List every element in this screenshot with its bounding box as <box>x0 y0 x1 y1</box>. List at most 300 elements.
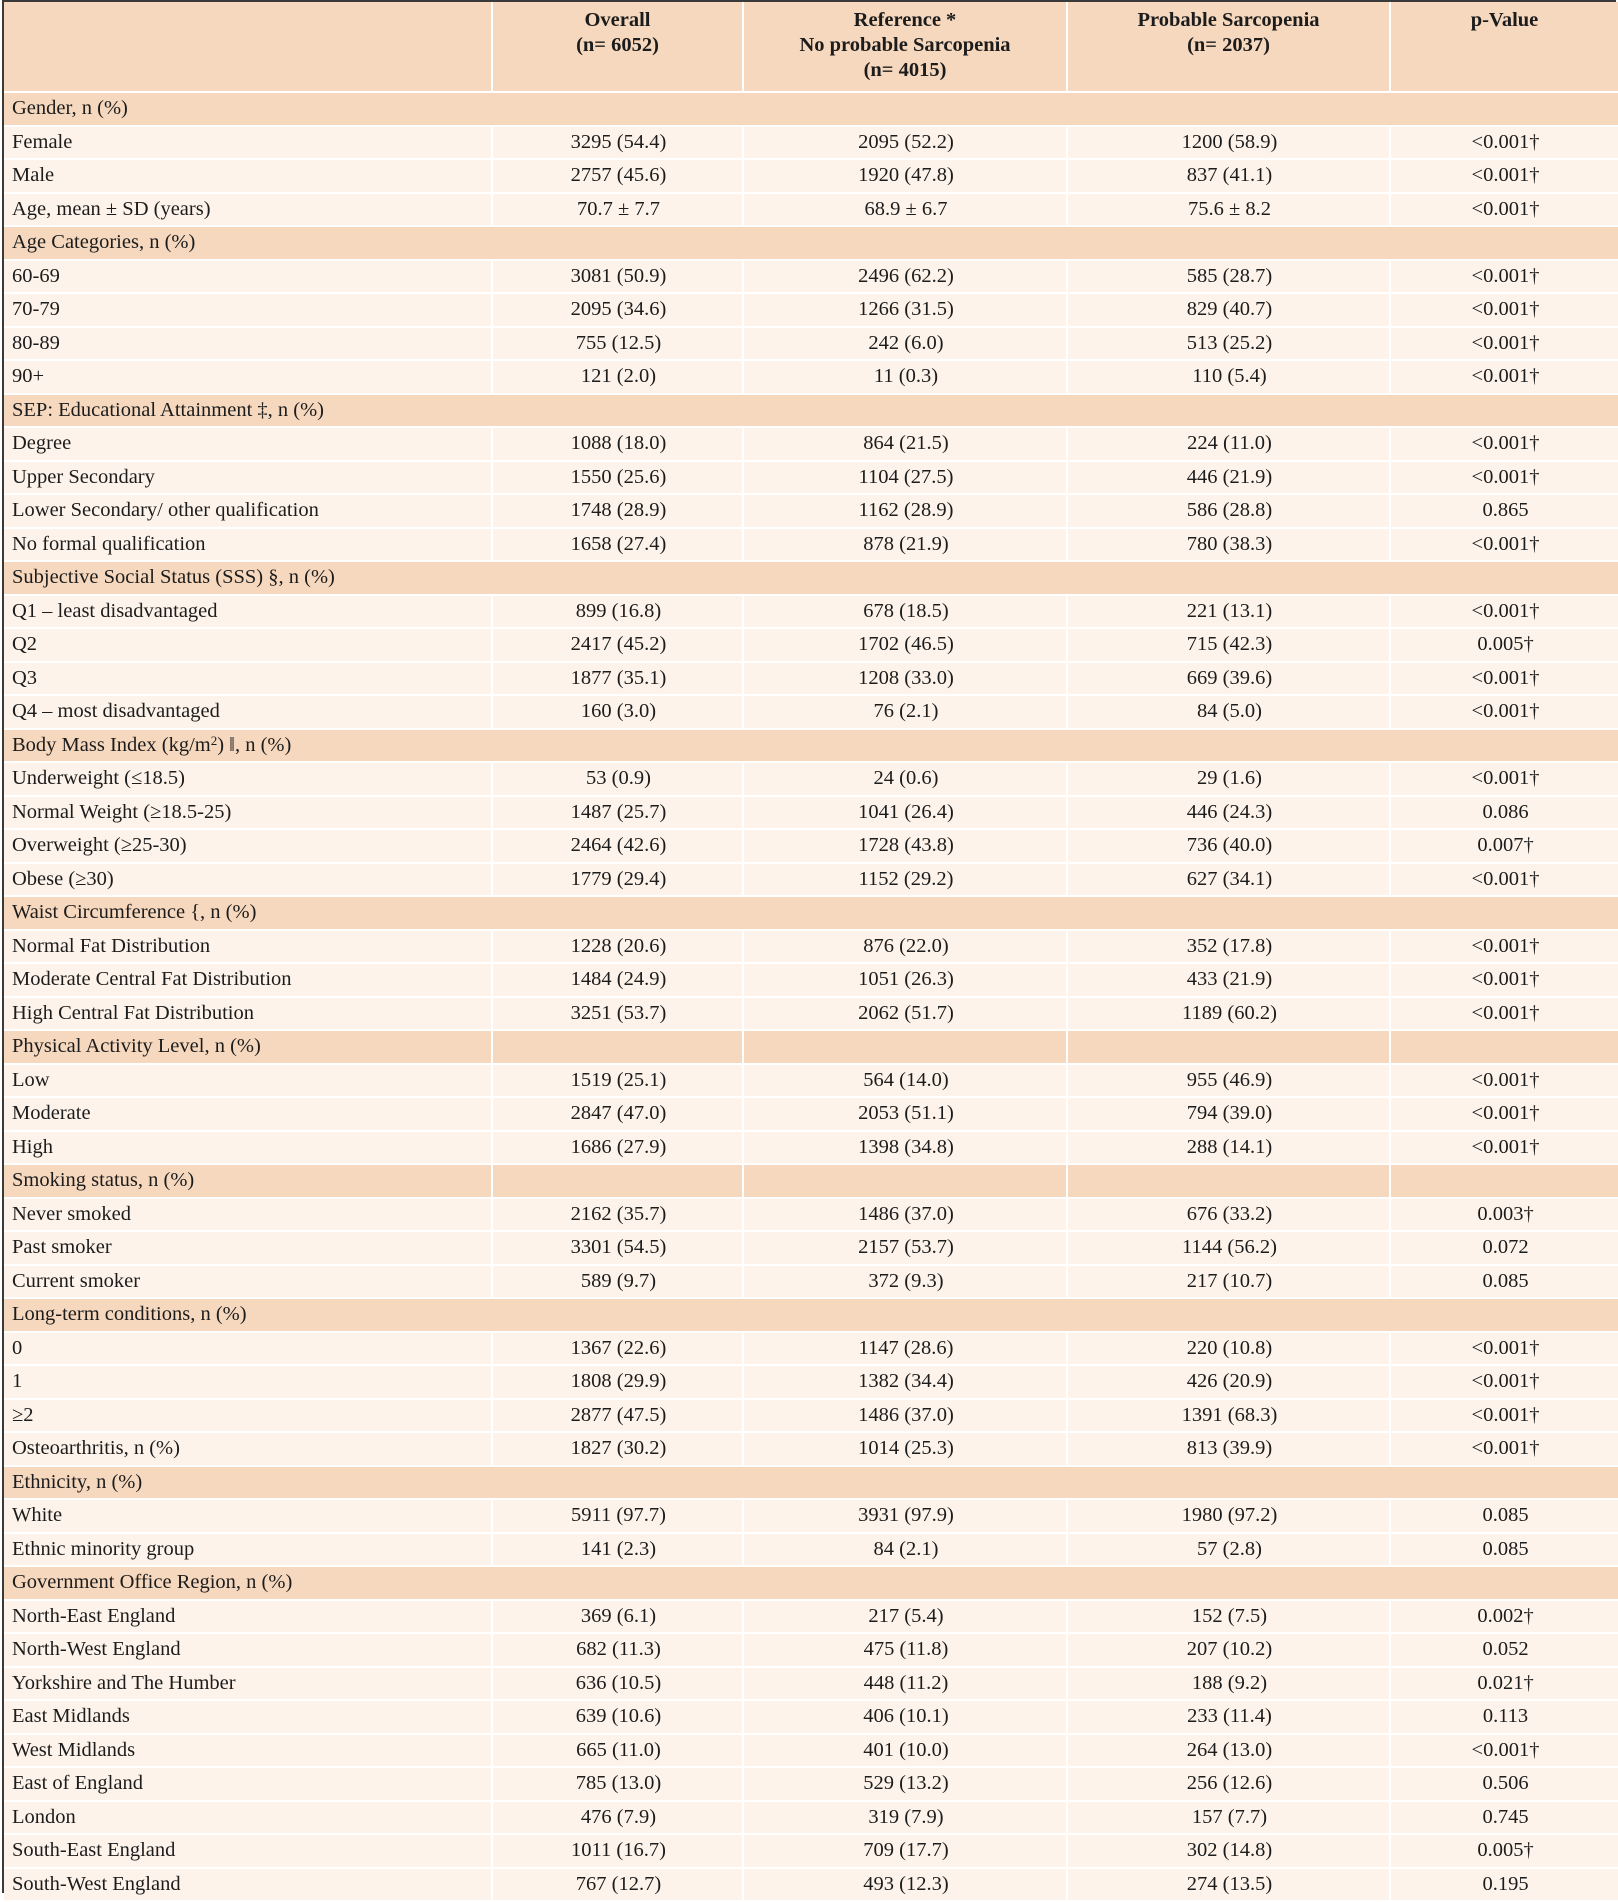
reference-value: 864 (21.5) <box>743 427 1067 461</box>
reference-value: 475 (11.8) <box>743 1633 1067 1667</box>
p-value: 0.085 <box>1390 1499 1618 1533</box>
row-label: London <box>4 1801 492 1835</box>
section-header-row <box>4 896 1618 930</box>
sarcopenia-value: 780 (38.3) <box>1067 528 1390 562</box>
row-label: Normal Weight (≥18.5-25) <box>4 796 492 830</box>
section-label <box>4 1030 492 1064</box>
section-label-text: Subjective Social Status (SSS) §, n (%) <box>12 566 335 589</box>
section-empty-cell <box>1067 1164 1390 1198</box>
section-empty-cell <box>743 1030 1067 1064</box>
p-value: 0.052 <box>1390 1633 1618 1667</box>
reference-value: 876 (22.0) <box>743 930 1067 964</box>
characteristics-table-container <box>2 0 1616 1893</box>
section-label-text: Waist Circumference {, n (%) <box>12 901 257 924</box>
row-label: Overweight (≥25-30) <box>4 829 492 863</box>
characteristics-table <box>4 2 1618 1902</box>
p-value: 0.007† <box>1390 829 1618 863</box>
table-row <box>4 695 1618 729</box>
section-fill <box>492 92 1618 126</box>
table-row <box>4 193 1618 227</box>
row-label: West Midlands <box>4 1734 492 1768</box>
p-value: <0.001† <box>1390 595 1618 629</box>
overall-value: 160 (3.0) <box>492 695 743 729</box>
table-row <box>4 159 1618 193</box>
overall-value: 141 (2.3) <box>492 1533 743 1567</box>
section-label-text: Physical Activity Level, n (%) <box>12 1035 261 1058</box>
p-value: <0.001† <box>1390 528 1618 562</box>
row-label: Moderate Central Fat Distribution <box>4 963 492 997</box>
section-header-row <box>4 729 1618 763</box>
row-label: High Central Fat Distribution <box>4 997 492 1031</box>
overall-value: 2464 (42.6) <box>492 829 743 863</box>
overall-value: 5911 (97.7) <box>492 1499 743 1533</box>
table-row <box>4 1198 1618 1232</box>
overall-value: 3295 (54.4) <box>492 126 743 160</box>
sarcopenia-value: 221 (13.1) <box>1067 595 1390 629</box>
table-row <box>4 1600 1618 1634</box>
table-row <box>4 930 1618 964</box>
sarcopenia-value: 1144 (56.2) <box>1067 1231 1390 1265</box>
overall-value: 1686 (27.9) <box>492 1131 743 1165</box>
section-empty-cell <box>1390 1164 1618 1198</box>
p-value: 0.086 <box>1390 796 1618 830</box>
section-header-row <box>4 394 1618 428</box>
p-value: <0.001† <box>1390 695 1618 729</box>
overall-value: 369 (6.1) <box>492 1600 743 1634</box>
p-value: <0.001† <box>1390 293 1618 327</box>
overall-value: 899 (16.8) <box>492 595 743 629</box>
superscript: 2 <box>210 732 218 748</box>
overall-value: 70.7 ± 7.7 <box>492 193 743 227</box>
overall-value: 639 (10.6) <box>492 1700 743 1734</box>
section-label <box>4 1298 492 1332</box>
row-label: Upper Secondary <box>4 461 492 495</box>
p-value: 0.002† <box>1390 1600 1618 1634</box>
overall-value: 1484 (24.9) <box>492 963 743 997</box>
table-row <box>4 1432 1618 1466</box>
sarcopenia-value: 84 (5.0) <box>1067 695 1390 729</box>
reference-value: 319 (7.9) <box>743 1801 1067 1835</box>
reference-value: 1266 (31.5) <box>743 293 1067 327</box>
reference-value: 406 (10.1) <box>743 1700 1067 1734</box>
sarcopenia-value: 446 (21.9) <box>1067 461 1390 495</box>
section-label-text: Smoking status, n (%) <box>12 1169 195 1192</box>
sarcopenia-value: 669 (39.6) <box>1067 662 1390 696</box>
reference-value: 11 (0.3) <box>743 360 1067 394</box>
p-value: <0.001† <box>1390 126 1618 160</box>
sarcopenia-value: 513 (25.2) <box>1067 327 1390 361</box>
section-label-text: Ethnicity, n (%) <box>12 1470 143 1493</box>
row-label: Q2 <box>4 628 492 662</box>
sarcopenia-value: 75.6 ± 8.2 <box>1067 193 1390 227</box>
section-label-text: Government Office Region, n (%) <box>12 1571 293 1594</box>
section-header-row <box>4 1466 1618 1500</box>
section-header-row <box>4 1566 1618 1600</box>
reference-value: 1152 (29.2) <box>743 863 1067 897</box>
row-label: Age, mean ± SD (years) <box>4 193 492 227</box>
table-row <box>4 997 1618 1031</box>
reference-value: 1486 (37.0) <box>743 1399 1067 1433</box>
row-label: Obese (≥30) <box>4 863 492 897</box>
p-value: 0.072 <box>1390 1231 1618 1265</box>
section-fill <box>492 394 1618 428</box>
header-line: (n= 6052) <box>576 34 659 56</box>
p-value: <0.001† <box>1390 863 1618 897</box>
overall-value: 2162 (35.7) <box>492 1198 743 1232</box>
section-label <box>4 1566 492 1600</box>
p-value: <0.001† <box>1390 662 1618 696</box>
sarcopenia-value: 715 (42.3) <box>1067 628 1390 662</box>
section-header-row <box>4 561 1618 595</box>
reference-value: 24 (0.6) <box>743 762 1067 796</box>
table-row <box>4 628 1618 662</box>
row-label: 60-69 <box>4 260 492 294</box>
overall-value: 2095 (34.6) <box>492 293 743 327</box>
table-row <box>4 796 1618 830</box>
section-label <box>4 1466 492 1500</box>
table-row <box>4 494 1618 528</box>
row-label: Low <box>4 1064 492 1098</box>
overall-value: 3301 (54.5) <box>492 1231 743 1265</box>
header-line: Overall <box>584 9 651 31</box>
overall-value: 1779 (29.4) <box>492 863 743 897</box>
sarcopenia-value: 586 (28.8) <box>1067 494 1390 528</box>
table-row <box>4 829 1618 863</box>
section-label <box>4 394 492 428</box>
sarcopenia-value: 955 (46.9) <box>1067 1064 1390 1098</box>
sarcopenia-value: 152 (7.5) <box>1067 1600 1390 1634</box>
sarcopenia-value: 1391 (68.3) <box>1067 1399 1390 1433</box>
p-value: <0.001† <box>1390 260 1618 294</box>
p-value: <0.001† <box>1390 427 1618 461</box>
overall-value: 2417 (45.2) <box>492 628 743 662</box>
row-label: South-West England <box>4 1868 492 1902</box>
reference-value: 1051 (26.3) <box>743 963 1067 997</box>
reference-value: 3931 (97.9) <box>743 1499 1067 1533</box>
sarcopenia-value: 1200 (58.9) <box>1067 126 1390 160</box>
reference-value: 1147 (28.6) <box>743 1332 1067 1366</box>
table-row <box>4 1097 1618 1131</box>
p-value: <0.001† <box>1390 360 1618 394</box>
section-empty-cell <box>492 1030 743 1064</box>
row-label: 90+ <box>4 360 492 394</box>
section-fill <box>492 226 1618 260</box>
sarcopenia-value: 627 (34.1) <box>1067 863 1390 897</box>
overall-value: 476 (7.9) <box>492 1801 743 1835</box>
p-value: 0.005† <box>1390 628 1618 662</box>
p-value: <0.001† <box>1390 1064 1618 1098</box>
reference-value: 1702 (46.5) <box>743 628 1067 662</box>
table-row <box>4 1131 1618 1165</box>
reference-value: 84 (2.1) <box>743 1533 1067 1567</box>
sarcopenia-value: 585 (28.7) <box>1067 260 1390 294</box>
table-row <box>4 461 1618 495</box>
sarcopenia-value: 188 (9.2) <box>1067 1667 1390 1701</box>
row-label: No formal qualification <box>4 528 492 562</box>
p-value: 0.865 <box>1390 494 1618 528</box>
table-row <box>4 1801 1618 1835</box>
reference-value: 2053 (51.1) <box>743 1097 1067 1131</box>
section-fill <box>492 1466 1618 1500</box>
row-label: Current smoker <box>4 1265 492 1299</box>
header-cell-p-value <box>1390 2 1618 92</box>
row-label: Osteoarthritis, n (%) <box>4 1432 492 1466</box>
reference-value: 493 (12.3) <box>743 1868 1067 1902</box>
sarcopenia-value: 207 (10.2) <box>1067 1633 1390 1667</box>
sarcopenia-value: 433 (21.9) <box>1067 963 1390 997</box>
table-row <box>4 1633 1618 1667</box>
reference-value: 1382 (34.4) <box>743 1365 1067 1399</box>
table-row <box>4 1499 1618 1533</box>
overall-value: 1367 (22.6) <box>492 1332 743 1366</box>
sarcopenia-value: 110 (5.4) <box>1067 360 1390 394</box>
overall-value: 121 (2.0) <box>492 360 743 394</box>
row-label: Q4 – most disadvantaged <box>4 695 492 729</box>
sarcopenia-value: 837 (41.1) <box>1067 159 1390 193</box>
row-label: Ethnic minority group <box>4 1533 492 1567</box>
header-cell-variable <box>4 2 492 92</box>
header-line: No probable Sarcopenia <box>799 34 1011 56</box>
p-value: <0.001† <box>1390 193 1618 227</box>
table-row <box>4 528 1618 562</box>
table-row <box>4 863 1618 897</box>
section-fill <box>492 896 1618 930</box>
p-value: 0.506 <box>1390 1767 1618 1801</box>
p-value: 0.085 <box>1390 1265 1618 1299</box>
overall-value: 2877 (47.5) <box>492 1399 743 1433</box>
row-label: Lower Secondary/ other qualification <box>4 494 492 528</box>
sarcopenia-value: 217 (10.7) <box>1067 1265 1390 1299</box>
p-value: 0.745 <box>1390 1801 1618 1835</box>
row-label: 1 <box>4 1365 492 1399</box>
reference-value: 709 (17.7) <box>743 1834 1067 1868</box>
p-value: <0.001† <box>1390 997 1618 1031</box>
row-label: ≥2 <box>4 1399 492 1433</box>
section-label <box>4 729 492 763</box>
sarcopenia-value: 736 (40.0) <box>1067 829 1390 863</box>
section-empty-cell <box>492 1164 743 1198</box>
sarcopenia-value: 256 (12.6) <box>1067 1767 1390 1801</box>
row-label: East Midlands <box>4 1700 492 1734</box>
table-header <box>4 2 1618 92</box>
sarcopenia-value: 813 (39.9) <box>1067 1432 1390 1466</box>
row-label: Q1 – least disadvantaged <box>4 595 492 629</box>
section-fill <box>492 729 1618 763</box>
overall-value: 665 (11.0) <box>492 1734 743 1768</box>
reference-value: 242 (6.0) <box>743 327 1067 361</box>
overall-value: 1808 (29.9) <box>492 1365 743 1399</box>
section-label-text: ) ‖, n (%) <box>217 733 292 756</box>
row-label: Q3 <box>4 662 492 696</box>
header-line: Probable Sarcopenia <box>1137 9 1320 31</box>
row-label: 0 <box>4 1332 492 1366</box>
section-label <box>4 561 492 595</box>
section-header-row <box>4 1164 1618 1198</box>
header-cell-reference <box>743 2 1067 92</box>
p-value: <0.001† <box>1390 461 1618 495</box>
p-value: <0.001† <box>1390 1097 1618 1131</box>
sarcopenia-value: 1189 (60.2) <box>1067 997 1390 1031</box>
sarcopenia-value: 1980 (97.2) <box>1067 1499 1390 1533</box>
sarcopenia-value: 224 (11.0) <box>1067 427 1390 461</box>
overall-value: 2847 (47.0) <box>492 1097 743 1131</box>
overall-value: 755 (12.5) <box>492 327 743 361</box>
row-label: 80-89 <box>4 327 492 361</box>
reference-value: 878 (21.9) <box>743 528 1067 562</box>
table-row <box>4 1064 1618 1098</box>
table-body <box>4 92 1618 1901</box>
table-row <box>4 963 1618 997</box>
p-value: 0.113 <box>1390 1700 1618 1734</box>
sarcopenia-value: 676 (33.2) <box>1067 1198 1390 1232</box>
table-row <box>4 1231 1618 1265</box>
p-value: <0.001† <box>1390 1399 1618 1433</box>
row-label: Past smoker <box>4 1231 492 1265</box>
reference-value: 2157 (53.7) <box>743 1231 1067 1265</box>
overall-value: 1550 (25.6) <box>492 461 743 495</box>
reference-value: 2095 (52.2) <box>743 126 1067 160</box>
header-line: Reference * <box>853 9 957 31</box>
row-label: High <box>4 1131 492 1165</box>
table-row <box>4 427 1618 461</box>
sarcopenia-value: 288 (14.1) <box>1067 1131 1390 1165</box>
section-label <box>4 92 492 126</box>
overall-value: 2757 (45.6) <box>492 159 743 193</box>
section-label-text: SEP: Educational Attainment ‡, n (%) <box>12 398 325 421</box>
p-value: <0.001† <box>1390 1332 1618 1366</box>
reference-value: 2496 (62.2) <box>743 260 1067 294</box>
p-value: <0.001† <box>1390 1432 1618 1466</box>
overall-value: 3251 (53.7) <box>492 997 743 1031</box>
p-value: <0.001† <box>1390 762 1618 796</box>
overall-value: 1228 (20.6) <box>492 930 743 964</box>
table-row <box>4 1700 1618 1734</box>
section-fill <box>492 1566 1618 1600</box>
section-empty-cell <box>1067 1030 1390 1064</box>
table-row <box>4 1365 1618 1399</box>
sarcopenia-value: 829 (40.7) <box>1067 293 1390 327</box>
section-label-text: Age Categories, n (%) <box>12 231 196 254</box>
table-row <box>4 595 1618 629</box>
table-row <box>4 327 1618 361</box>
p-value: 0.005† <box>1390 1834 1618 1868</box>
reference-value: 76 (2.1) <box>743 695 1067 729</box>
overall-value: 1519 (25.1) <box>492 1064 743 1098</box>
p-value: <0.001† <box>1390 930 1618 964</box>
reference-value: 529 (13.2) <box>743 1767 1067 1801</box>
p-value: 0.085 <box>1390 1533 1618 1567</box>
section-empty-cell <box>743 1164 1067 1198</box>
row-label: White <box>4 1499 492 1533</box>
row-label: Never smoked <box>4 1198 492 1232</box>
table-row <box>4 1767 1618 1801</box>
p-value: 0.003† <box>1390 1198 1618 1232</box>
overall-value: 589 (9.7) <box>492 1265 743 1299</box>
overall-value: 767 (12.7) <box>492 1868 743 1902</box>
reference-value: 1486 (37.0) <box>743 1198 1067 1232</box>
sarcopenia-value: 794 (39.0) <box>1067 1097 1390 1131</box>
reference-value: 372 (9.3) <box>743 1265 1067 1299</box>
overall-value: 1877 (35.1) <box>492 662 743 696</box>
table-row <box>4 1667 1618 1701</box>
section-label <box>4 1164 492 1198</box>
overall-value: 1487 (25.7) <box>492 796 743 830</box>
table-row <box>4 1265 1618 1299</box>
header-cell-overall <box>492 2 743 92</box>
table-row <box>4 1734 1618 1768</box>
reference-value: 448 (11.2) <box>743 1667 1067 1701</box>
p-value: 0.021† <box>1390 1667 1618 1701</box>
table-row <box>4 1533 1618 1567</box>
p-value: <0.001† <box>1390 963 1618 997</box>
table-row <box>4 293 1618 327</box>
section-empty-cell <box>1390 1030 1618 1064</box>
sarcopenia-value: 302 (14.8) <box>1067 1834 1390 1868</box>
overall-value: 682 (11.3) <box>492 1633 743 1667</box>
overall-value: 1827 (30.2) <box>492 1432 743 1466</box>
reference-value: 1728 (43.8) <box>743 829 1067 863</box>
header-line: (n= 2037) <box>1187 34 1270 56</box>
reference-value: 678 (18.5) <box>743 595 1067 629</box>
section-header-row <box>4 92 1618 126</box>
section-header-row <box>4 1030 1618 1064</box>
section-header-row <box>4 226 1618 260</box>
sarcopenia-value: 29 (1.6) <box>1067 762 1390 796</box>
section-label <box>4 226 492 260</box>
reference-value: 564 (14.0) <box>743 1064 1067 1098</box>
section-label-text: Long-term conditions, n (%) <box>12 1303 247 1326</box>
section-header-row <box>4 1298 1618 1332</box>
header-line: (n= 4015) <box>863 59 947 81</box>
p-value: <0.001† <box>1390 327 1618 361</box>
table-row <box>4 1399 1618 1433</box>
p-value: <0.001† <box>1390 1734 1618 1768</box>
sarcopenia-value: 157 (7.7) <box>1067 1801 1390 1835</box>
row-label: Normal Fat Distribution <box>4 930 492 964</box>
row-label: Degree <box>4 427 492 461</box>
row-label: North-East England <box>4 1600 492 1634</box>
sarcopenia-value: 233 (11.4) <box>1067 1700 1390 1734</box>
table-row <box>4 260 1618 294</box>
overall-value: 636 (10.5) <box>492 1667 743 1701</box>
row-label: Male <box>4 159 492 193</box>
row-label: Yorkshire and The Humber <box>4 1667 492 1701</box>
sarcopenia-value: 426 (20.9) <box>1067 1365 1390 1399</box>
table-row <box>4 126 1618 160</box>
reference-value: 217 (5.4) <box>743 1600 1067 1634</box>
p-value: <0.001† <box>1390 1131 1618 1165</box>
reference-value: 1041 (26.4) <box>743 796 1067 830</box>
overall-value: 53 (0.9) <box>492 762 743 796</box>
section-label <box>4 896 492 930</box>
p-value: 0.195 <box>1390 1868 1618 1902</box>
sarcopenia-value: 352 (17.8) <box>1067 930 1390 964</box>
overall-value: 1658 (27.4) <box>492 528 743 562</box>
reference-value: 1104 (27.5) <box>743 461 1067 495</box>
overall-value: 1088 (18.0) <box>492 427 743 461</box>
section-label-text: Body Mass Index (kg/m <box>12 733 211 756</box>
table-row <box>4 762 1618 796</box>
header-cell-probable-sarcopenia <box>1067 2 1390 92</box>
overall-value: 785 (13.0) <box>492 1767 743 1801</box>
header-row <box>4 2 1618 92</box>
reference-value: 1920 (47.8) <box>743 159 1067 193</box>
sarcopenia-value: 264 (13.0) <box>1067 1734 1390 1768</box>
reference-value: 1208 (33.0) <box>743 662 1067 696</box>
reference-value: 1162 (28.9) <box>743 494 1067 528</box>
overall-value: 1748 (28.9) <box>492 494 743 528</box>
row-label: Female <box>4 126 492 160</box>
